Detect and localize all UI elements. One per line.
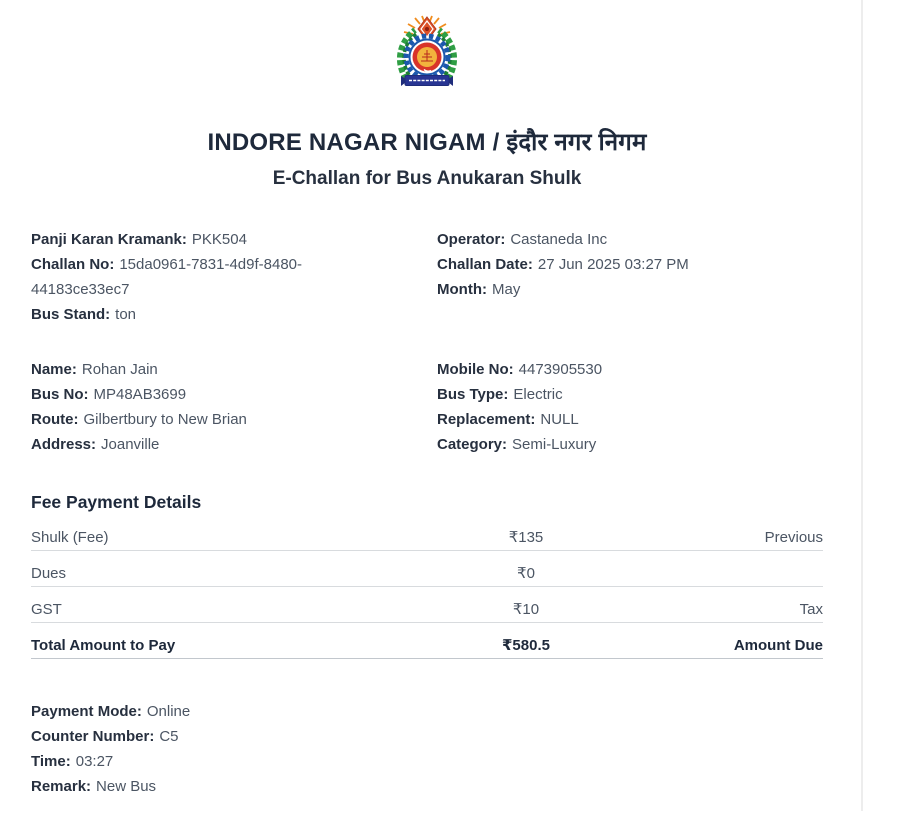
field-label: Remark: bbox=[31, 778, 92, 795]
field-label: Time: bbox=[31, 753, 71, 770]
bus-info-left-column bbox=[31, 357, 397, 457]
fee-row-gst bbox=[31, 587, 823, 623]
field-month bbox=[437, 277, 823, 302]
field-value: NULL bbox=[540, 411, 579, 428]
field-replacement bbox=[437, 407, 823, 432]
field-value: C5 bbox=[159, 728, 179, 745]
field-label: Address: bbox=[31, 436, 97, 453]
field-time bbox=[31, 749, 823, 774]
field-route bbox=[31, 407, 397, 432]
municipal-emblem-logo bbox=[391, 15, 463, 91]
field-value: Rohan Jain bbox=[81, 361, 158, 378]
field-label: Route: bbox=[31, 411, 79, 428]
page-title: INDORE NAGAR NIGAM / इंदौर नगर निगम bbox=[207, 129, 647, 156]
field-challan-date bbox=[437, 252, 823, 277]
fee-row-shulk bbox=[31, 515, 823, 551]
bus-info-right-column bbox=[437, 357, 823, 457]
challan-info-left-column bbox=[31, 227, 397, 327]
field-label: Bus No: bbox=[31, 386, 89, 403]
field-name bbox=[31, 357, 397, 382]
field-counter-number bbox=[31, 724, 823, 749]
fee-item-cell: Dues bbox=[31, 565, 67, 582]
field-label: Bus Stand: bbox=[31, 306, 111, 323]
field-value: Castaneda Inc bbox=[510, 231, 608, 248]
field-value: Electric bbox=[513, 386, 563, 403]
field-category bbox=[437, 432, 823, 457]
field-operator bbox=[437, 227, 823, 252]
field-value: MP48AB3699 bbox=[93, 386, 187, 403]
field-label: Mobile No: bbox=[437, 361, 514, 378]
field-remark bbox=[31, 774, 823, 799]
fee-item-cell: GST bbox=[31, 601, 62, 618]
field-mobile-no bbox=[437, 357, 823, 382]
field-value: 03:27 bbox=[75, 753, 114, 770]
challan-info-section bbox=[31, 227, 823, 327]
fee-note-cell: Tax bbox=[799, 601, 823, 618]
field-value: ton bbox=[115, 306, 137, 323]
fee-amount-cell: ₹10 bbox=[512, 601, 540, 618]
field-bus-no bbox=[31, 382, 397, 407]
page-edge-divider bbox=[861, 0, 863, 811]
payment-info-section bbox=[31, 699, 823, 799]
field-label: Challan Date: bbox=[437, 256, 533, 273]
field-bus-type bbox=[437, 382, 823, 407]
fee-section-heading: Fee Payment Details bbox=[31, 492, 202, 512]
field-panji-karan-kramank bbox=[31, 227, 397, 252]
logo-center-seal bbox=[413, 43, 442, 72]
page-subtitle: E-Challan for Bus Anukaran Shulk bbox=[272, 168, 582, 189]
field-challan-no bbox=[31, 252, 397, 302]
field-label: Month: bbox=[437, 281, 487, 298]
field-label: Challan No: bbox=[31, 256, 115, 273]
logo-ribbon bbox=[401, 76, 453, 87]
fee-note-cell: Amount Due bbox=[733, 637, 823, 654]
field-bus-stand bbox=[31, 302, 397, 327]
fee-item-cell: Total Amount to Pay bbox=[31, 637, 176, 654]
bus-info-section bbox=[31, 357, 823, 457]
field-value: Gilbertbury to New Brian bbox=[83, 411, 247, 428]
fee-item-cell: Shulk (Fee) bbox=[31, 529, 109, 546]
fee-amount-cell: ₹580.5 bbox=[502, 637, 550, 654]
field-value: PKK504 bbox=[191, 231, 247, 248]
field-value: May bbox=[491, 281, 521, 298]
logo-row bbox=[31, 15, 823, 91]
field-value: 27 Jun 2025 03:27 PM bbox=[537, 256, 689, 273]
field-label: Panji Karan Kramank: bbox=[31, 231, 187, 248]
fee-table bbox=[31, 515, 823, 659]
field-label: Category: bbox=[437, 436, 508, 453]
fee-amount-cell: ₹135 bbox=[508, 529, 544, 546]
fee-row-total bbox=[31, 623, 823, 659]
fee-row-dues bbox=[31, 551, 823, 587]
field-value: 4473905530 bbox=[518, 361, 603, 378]
field-label: Counter Number: bbox=[31, 728, 155, 745]
fee-note-cell: Previous bbox=[764, 529, 823, 546]
field-value: Semi-Luxury bbox=[512, 436, 597, 453]
field-label: Operator: bbox=[437, 231, 506, 248]
challan-info-right-column bbox=[437, 227, 823, 327]
field-label: Payment Mode: bbox=[31, 703, 142, 720]
field-label: Bus Type: bbox=[437, 386, 509, 403]
field-value: New Bus bbox=[96, 778, 157, 795]
field-label: Replacement: bbox=[437, 411, 536, 428]
field-value: 15da0961-7831-4d9f-8480-44183ce33ec7 bbox=[31, 256, 302, 298]
field-value: Joanville bbox=[101, 436, 160, 453]
fee-amount-cell: ₹0 bbox=[517, 565, 535, 582]
field-label: Name: bbox=[31, 361, 77, 378]
field-address bbox=[31, 432, 397, 457]
field-payment-mode bbox=[31, 699, 823, 724]
field-value: Online bbox=[146, 703, 191, 720]
